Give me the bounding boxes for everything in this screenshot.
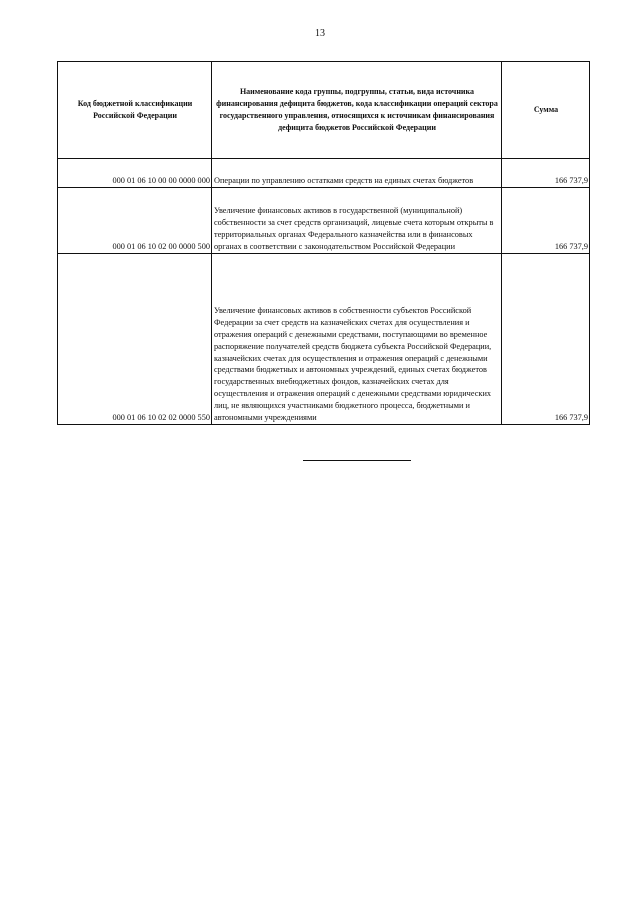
row-name: Увеличение финансовых активов в государственной (муниципальной) собственности за счет средств организаций, лицевые счета которым открыты в территориальных органах Федерального казначейства или в финансовых органах в соответствии с законодательством Российской Федерации xyxy=(212,188,502,254)
row-code: 000 01 06 10 02 02 0000 550 xyxy=(58,254,212,425)
table-row xyxy=(58,254,590,425)
row-sum: 166 737,9 xyxy=(502,159,590,188)
row-name: Операции по управлению остатками средств на единых счетах бюджетов xyxy=(212,159,502,188)
closing-divider-line xyxy=(303,460,411,461)
row-code: 000 01 06 10 02 00 0000 500 xyxy=(58,188,212,254)
row-code: 000 01 06 10 00 00 0000 000 xyxy=(58,159,212,188)
row-sum: 166 737,9 xyxy=(502,254,590,425)
header-name: Наименование кода группы, подгруппы, статьи, вида источника финансирования дефицита бюджетов, кода классификации операций сектора государственного управления, относящихся к источникам финансирования дефицита бюджетов Российской Федерации xyxy=(212,62,502,159)
table-header-row xyxy=(58,62,590,159)
row-sum: 166 737,9 xyxy=(502,188,590,254)
header-sum: Сумма xyxy=(502,62,590,159)
page-number: 13 xyxy=(315,28,325,39)
header-code: Код бюджетной классификации Российской Федерации xyxy=(58,62,212,159)
row-name: Увеличение финансовых активов в собственности субъектов Российской Федерации за счет средств на казначейских счетах для осуществления и отражения операций с денежными средствами, поступающими во временное распоряжение получателей средств бюджета субъекта Российской Федерации, казначейских счетах для осуществления и отражения операций с денежными средствами бюджетных и автономных учреждений, единых счетах бюджетов государственных внебюджетных фондов, казначейских счетах для осуществления и отражения операций с денежными средствами юридических лиц, не являющихся участниками бюджетного процесса, бюджетными и автономными учреждениями xyxy=(212,254,502,425)
budget-sources-table xyxy=(57,61,590,425)
table-row xyxy=(58,159,590,188)
table-row xyxy=(58,188,590,254)
